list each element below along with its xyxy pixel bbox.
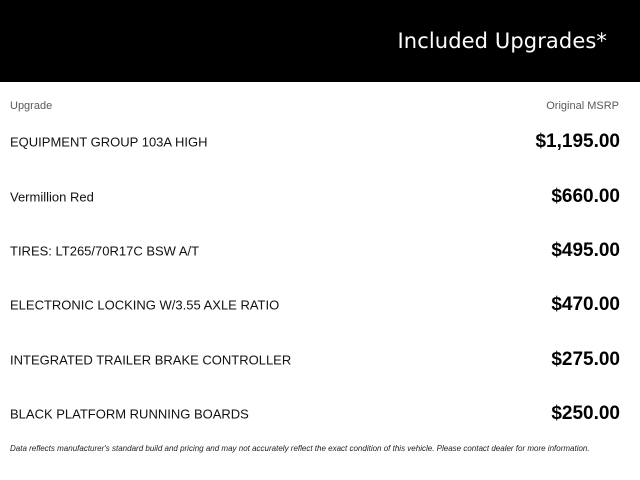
table-row: [0, 231, 640, 271]
table-row: [0, 285, 640, 325]
upgrade-price: $275.00: [551, 349, 620, 370]
upgrade-name: INTEGRATED TRAILER BRAKE CONTROLLER: [10, 352, 292, 368]
table-row: [0, 394, 640, 434]
column-header-upgrade: Upgrade: [10, 100, 53, 112]
upgrade-price: $495.00: [551, 240, 620, 261]
upgrade-name: ELECTRONIC LOCKING W/3.55 AXLE RATIO: [10, 297, 280, 313]
upgrade-price: $660.00: [551, 186, 620, 207]
upgrade-price: $470.00: [551, 294, 620, 315]
upgrade-price: $250.00: [551, 403, 620, 424]
upgrade-name: EQUIPMENT GROUP 103A HIGH: [10, 134, 208, 150]
upgrade-name: TIRES: LT265/70R17C BSW A/T: [10, 243, 200, 259]
page-title: Included Upgrades*: [397, 29, 607, 53]
table-row: [0, 177, 640, 217]
table-row: [0, 122, 640, 162]
upgrade-name: BLACK PLATFORM RUNNING BOARDS: [10, 406, 249, 422]
column-header-msrp: Original MSRP: [546, 100, 619, 112]
table-row: [0, 340, 640, 380]
header-bar: [0, 0, 640, 82]
disclaimer-text: Data reflects manufacturer's standard build and pricing and may not accurately reflect the exact condition of this vehicle. Please contact dealer for more information.: [10, 444, 590, 453]
upgrade-name: Vermillion Red: [10, 189, 94, 205]
upgrade-price: $1,195.00: [535, 131, 620, 152]
